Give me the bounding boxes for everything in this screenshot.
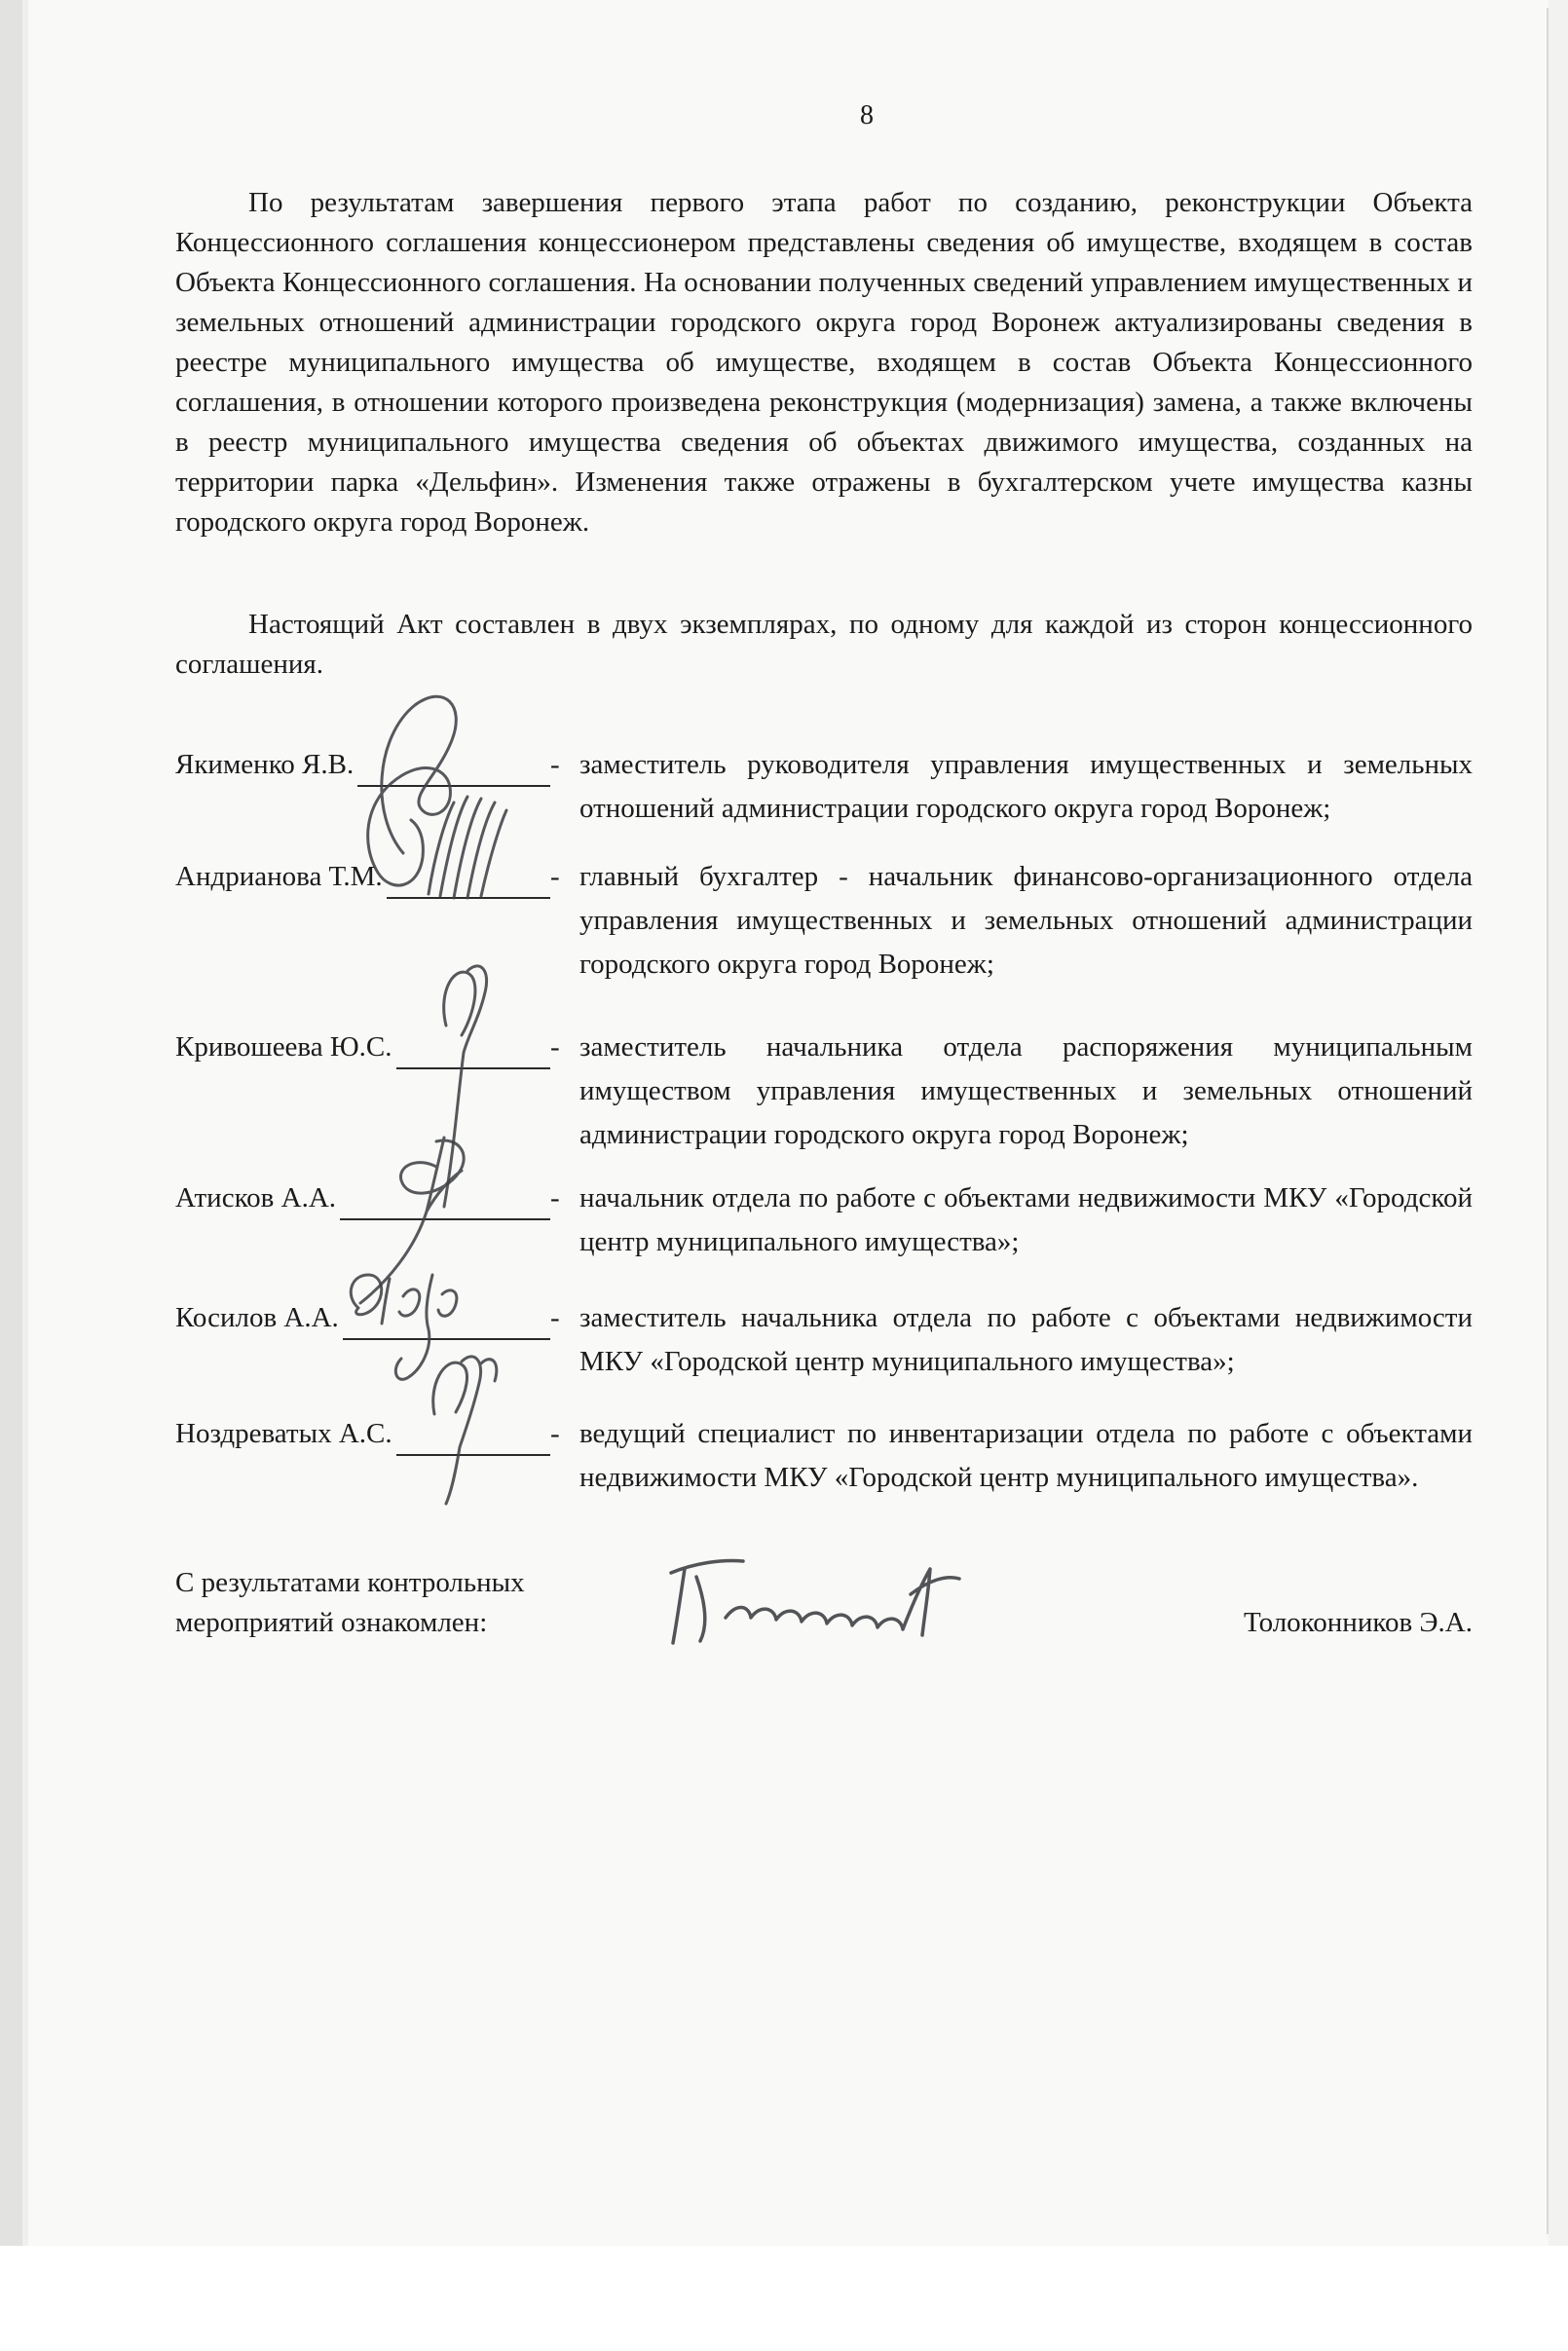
role-dash: - bbox=[550, 1182, 560, 1213]
paragraph-copies: Настоящий Акт составлен в двух экземплярах, по одному для каждой из сторон концессионного соглашения. bbox=[175, 609, 1473, 680]
scan-bottom-margin bbox=[0, 2246, 1568, 2351]
signature-row bbox=[175, 1026, 1473, 1157]
signatory-role: заместитель руководителя управления имущественных и земельных отношений администрации городского округа город Воронеж; bbox=[579, 749, 1473, 824]
scan-right-edge bbox=[1549, 0, 1568, 2246]
signature-left-column bbox=[175, 1176, 550, 1220]
signatory-role: заместитель начальника отдела распоряжения муниципальным имуществом управления имущественных и земельных отношений администрации городского округа город Воронеж; bbox=[579, 1031, 1473, 1150]
signatory-role: главный бухгалтер - начальник финансово-организационного отдела управления имущественных и земельных отношений администрации городского округа город Воронеж; bbox=[579, 861, 1473, 980]
signature-line bbox=[396, 1028, 550, 1069]
page-number: 8 bbox=[860, 100, 874, 131]
signatory-role: ведущий специалист по инвентаризации отдела по работе с объектами недвижимости МКУ «Городской центр муниципального имущества». bbox=[579, 1418, 1473, 1493]
role-dash: - bbox=[550, 1418, 560, 1449]
signatory-name: Якименко Я.В. bbox=[175, 749, 355, 780]
role-dash: - bbox=[550, 1031, 560, 1063]
signature-line bbox=[340, 1179, 550, 1220]
signature-left-column bbox=[175, 1412, 550, 1456]
acknowledgement-label: С результатами контрольных мероприятий ознакомлен: bbox=[175, 1567, 525, 1638]
signature-line bbox=[396, 1415, 550, 1456]
signature-left-column bbox=[175, 743, 550, 787]
signature-row bbox=[175, 1412, 1473, 1500]
signature-mark bbox=[343, 1136, 523, 1316]
signatory-name: Кривошеева Ю.С. bbox=[175, 1031, 392, 1063]
paragraph-results: По результатам завершения первого этапа работ по созданию, реконструкции Объекта Концессионного соглашения концессионером представлены сведения об имуществе, входящем в состав Объекта Концессионного соглашения. На основании полученных сведений управлением имущественных и земельных отношений администрации городского округа город Воронеж актуализированы сведения в реестре муниципального имущества об имуществе, входящем в состав Объекта Концессионного соглашения, в отношении которого произведена реконструкция (модернизация) замена, а также включены в реестр муниципального имущества сведения об объектах движимого имущества, созданных на территории парка «Дельфин». Изменения также отражены в бухгалтерском учете имущества казны городского округа город Воронеж. bbox=[175, 187, 1473, 538]
signatory-name: Косилов А.А. bbox=[175, 1302, 339, 1333]
signatory-role: начальник отдела по работе с объектами недвижимости МКУ «Городской центр муниципального имущества»; bbox=[579, 1182, 1473, 1257]
signature-line bbox=[387, 858, 550, 899]
acknowledgement-name: Толоконников Э.А. bbox=[1244, 1607, 1473, 1638]
signatory-name: Атисков А.А. bbox=[175, 1182, 337, 1213]
signature-left-column bbox=[175, 1026, 550, 1069]
signature-row bbox=[175, 1296, 1473, 1384]
signatory-name: Ноздреватых А.С. bbox=[175, 1418, 392, 1449]
signature-row bbox=[175, 1176, 1473, 1264]
document-body bbox=[175, 0, 1473, 1643]
signatory-role: заместитель начальника отдела по работе с объектами недвижимости МКУ «Городской центр муниципального имущества»; bbox=[579, 1302, 1473, 1377]
signature-left-column bbox=[175, 855, 550, 899]
signature-left-column bbox=[175, 1296, 550, 1340]
role-dash: - bbox=[550, 1302, 560, 1333]
scan-left-edge bbox=[0, 0, 28, 2246]
signature-line bbox=[343, 1299, 550, 1340]
signature-line bbox=[357, 746, 550, 787]
acknowledgement-signature-mark bbox=[667, 1551, 1003, 1654]
signature-row bbox=[175, 743, 1473, 831]
role-dash: - bbox=[550, 749, 560, 780]
signatory-name: Андрианова Т.М. bbox=[175, 861, 383, 892]
signature-row bbox=[175, 855, 1473, 987]
role-dash: - bbox=[550, 861, 560, 892]
acknowledgement-row bbox=[175, 1563, 1473, 1643]
